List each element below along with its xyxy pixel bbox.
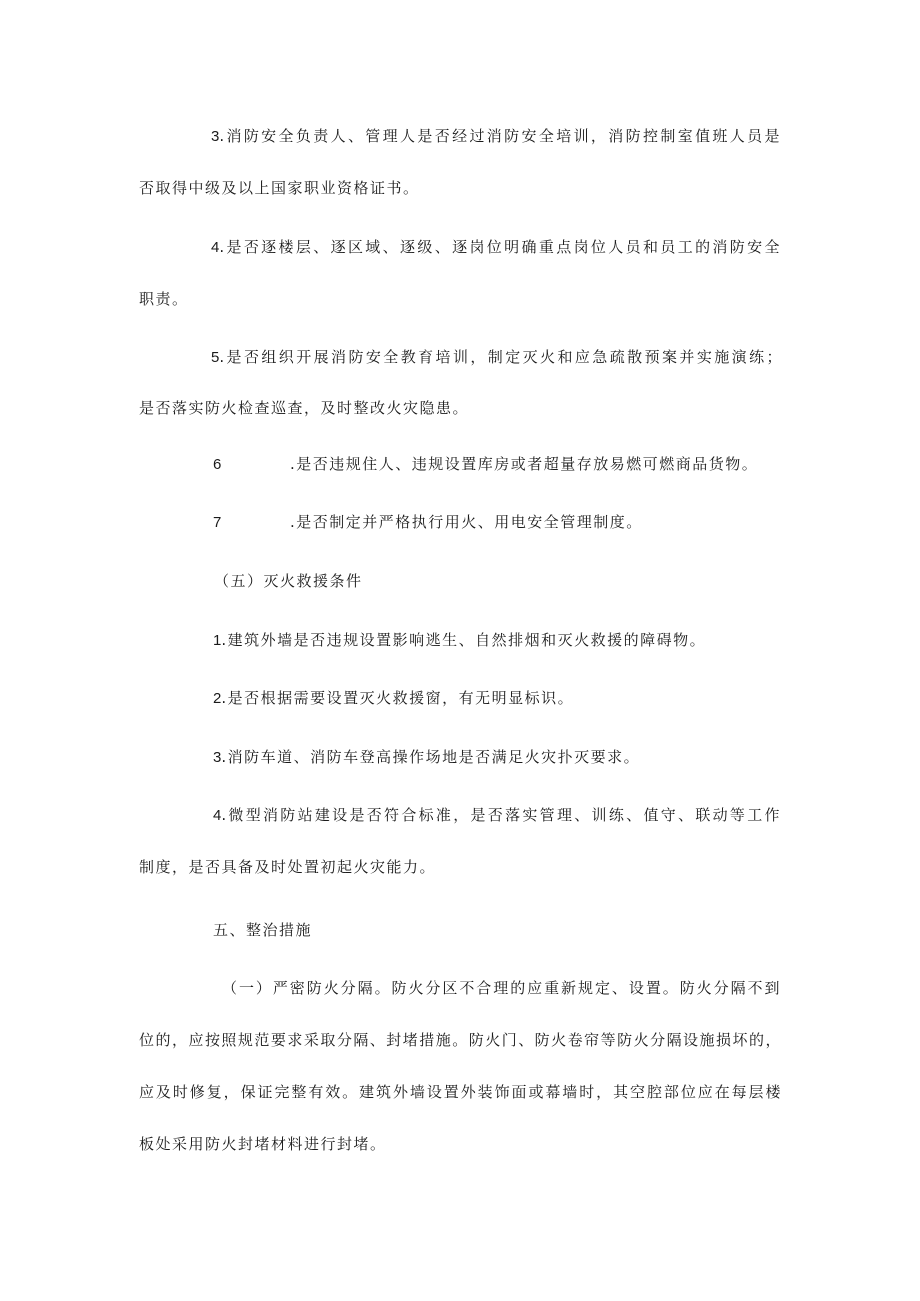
paragraph-line1: （一）严密防火分隔。防火分区不合理的应重新规定、设置。防火分隔不到 <box>222 979 781 997</box>
section-item-1 <box>213 630 706 651</box>
item-text: .建筑外墙是否违规设置影响逃生、自然排烟和灭火救援的障碍物。 <box>221 631 707 649</box>
item-5-line2: 是否落实防火检查巡查，及时整改火灾隐患。 <box>139 399 470 417</box>
item-7 <box>213 512 643 533</box>
item-number: 1 <box>213 632 222 649</box>
chapter-heading: 五、整治措施 <box>213 921 313 939</box>
item-number: 6 <box>213 456 222 473</box>
item-number: 5 <box>211 349 220 366</box>
item-6 <box>213 454 758 475</box>
item-number: 3 <box>211 128 220 145</box>
item-text: .是否根据需要设置灭火救援窗，有无明显标识。 <box>221 689 575 707</box>
section-heading: （五）灭火救援条件 <box>214 572 363 590</box>
section-item-3 <box>213 747 640 768</box>
item-text: .是否违规住人、违规设置库房或者超量存放易燃可燃商品货物。 <box>290 455 759 473</box>
paragraph-line4: 板处采用防火封堵材料进行封堵。 <box>139 1135 387 1153</box>
item-number: 4 <box>211 239 220 256</box>
item-text: .消防车道、消防车登高操作场地是否满足火灾扑灭要求。 <box>221 748 641 766</box>
item-text: .微型消防站建设是否符合标准，是否落实管理、训练、值守、联动等工作 <box>221 806 781 824</box>
item-text: .是否制定并严格执行用火、用电安全管理制度。 <box>290 513 643 531</box>
section-item-4-line1 <box>213 805 781 826</box>
item-text: .是否逐楼层、逐区域、逐级、逐岗位明确重点岗位人员和员工的消防安全 <box>219 238 781 256</box>
paragraph-line3: 应及时修复，保证完整有效。建筑外墙设置外装饰面或幕墙时，其空腔部位应在每层楼 <box>139 1083 781 1101</box>
item-number: 2 <box>213 690 222 707</box>
section-item-2 <box>213 688 574 709</box>
item-3-line2: 否取得中级及以上国家职业资格证书。 <box>139 179 420 197</box>
item-text: .是否组织开展消防安全教育培训，制定灭火和应急疏散预案并实施演练； <box>219 348 783 366</box>
section-item-4-line2: 制度，是否具备及时处置初起火灾能力。 <box>139 858 437 876</box>
item-3-line1 <box>211 126 781 147</box>
item-number: 7 <box>213 514 222 531</box>
paragraph-line2: 位的，应按照规范要求采取分隔、封堵措施。防火门、防火卷帘等防火分隔设施损坏的， <box>139 1031 781 1049</box>
item-4-line1 <box>211 237 781 258</box>
item-number: 3 <box>213 749 222 766</box>
item-5-line1 <box>211 347 783 368</box>
item-4-line2: 职责。 <box>139 290 189 308</box>
item-text: .消防安全负责人、管理人是否经过消防安全培训，消防控制室值班人员是 <box>219 127 781 145</box>
item-number: 4 <box>213 807 222 824</box>
